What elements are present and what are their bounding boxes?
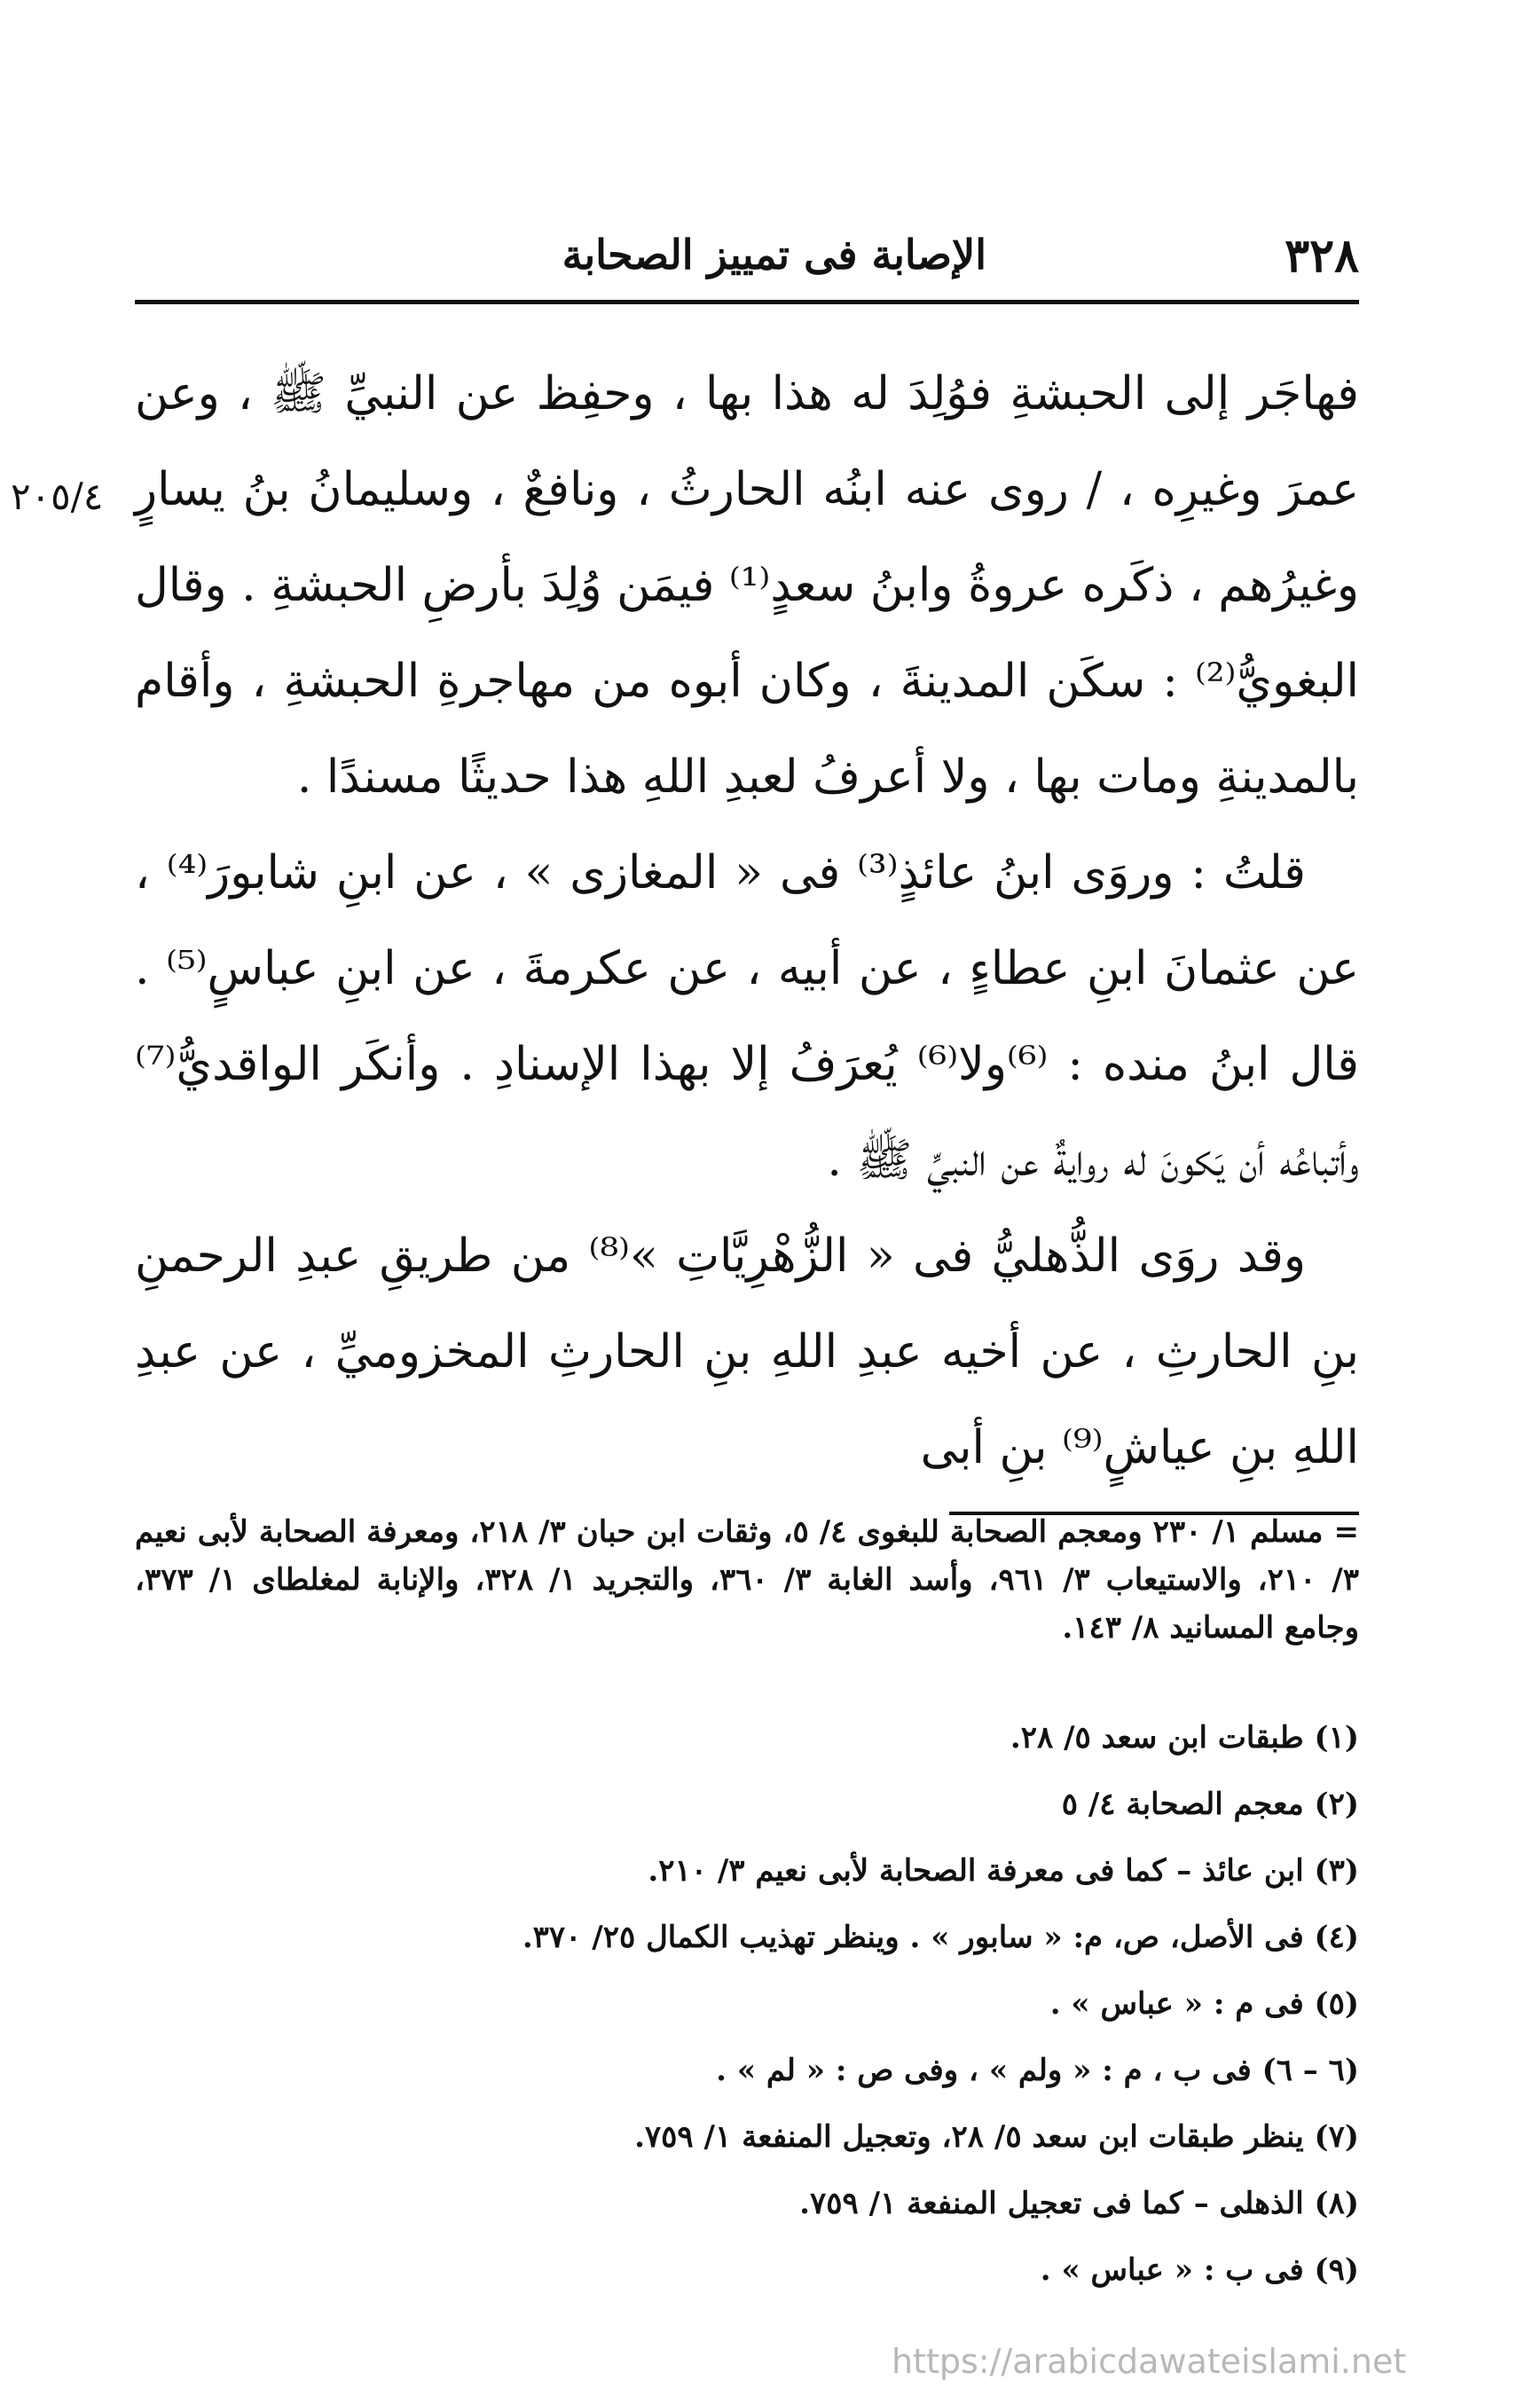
footnote: (٥) فى م : « عباس » .	[1049, 1986, 1359, 2022]
footnote: (٨) الذهلى – كما فى تعجيل المنفعة ١/ ٧٥٩.	[799, 2186, 1359, 2221]
header-rule	[135, 300, 1359, 304]
footnote: (١) طبقات ابن سعد ٥/ ٢٨.	[1010, 1720, 1359, 1756]
margin-volume-page-note: ٢٠٥/٤	[11, 475, 104, 518]
footnote: (٩) فى ب : « عباس » .	[1040, 2252, 1359, 2288]
paragraph: قلتُ : وروَى ابنُ عائذٍ⁽³⁾ فى « المغازى » ، عن ابنِ شابورَ⁽⁴⁾ ، عن عثمانَ ابنِ عطاءٍ ، عن أبيه ، عن عكرمةَ ، عن ابنِ عباسٍ⁽⁵⁾ . قال ابنُ منده : ⁽⁶⁾ولا⁽⁶⁾ يُعرَفُ إلا بهذا الإسنادِ . وأنكَر الواقديُّ⁽⁷⁾ وأتباعُه أن يَكونَ له روايةٌ عن النبيِّ ﷺ .	[135, 846, 1359, 1187]
footnote: (٧) ينظر طبقات ابن سعد ٥/ ٢٨، وتعجيل المنفعة ١/ ٧٥٩.	[634, 2119, 1359, 2155]
page-header	[135, 222, 1359, 284]
page-number: ٣٢٨	[1285, 229, 1359, 283]
running-title: الإصابة فى تمييز الصحابة	[562, 231, 986, 279]
footnote: (٢) معجم الصحابة ٤/ ٥	[1061, 1787, 1359, 1822]
main-text	[135, 346, 1359, 1496]
footnote: (٦ – ٦) فى ب ، م : « ولم » ، وفى ص : « لم » .	[716, 2053, 1359, 2088]
footnote-list	[135, 1705, 1359, 2304]
watermark-url: https://arabicdawateislami.net	[892, 2342, 1407, 2381]
paragraph: فهاجَر إلى الحبشةِ فوُلِدَ له هذا بها ، وحفِظ عن النبيِّ ﷺ ، وعن عمرَ وغيرِه ، / روى عنه ابنُه الحارثُ ، ونافعٌ ، وسليمانُ بنُ يسارٍ وغيرُهم ، ذكَره عروةُ وابنُ سعدٍ⁽¹⁾ فيمَن وُلِدَ بأرضِ الحبشةِ . وقال البغويُّ⁽²⁾ : سكَن المدينةَ ، وكان أبوه من مهاجرةِ الحبشةِ ، وأقام بالمدينةِ ومات بها ، ولا أعرفُ لعبدِ اللهِ هذا حديثًا مسندًا .	[135, 367, 1359, 804]
footnote-continuation: = مسلم ١/ ٢٣٠ ومعجم الصحابة للبغوى ٤/ ٥، وثقات ابن حبان ٣/ ٢١٨، ومعرفة الصحابة لأبى نعيم ٣/ ٢١٠، والاستيعاب ٣/ ٩٦١، وأسد الغابة ٣/ ٣٦٠، والتجريد ١/ ٣٢٨، والإنابة لمغلطاى ١/ ٣٧٣، وجامع المسانيد ٨/ ١٤٣.	[135, 1514, 1359, 1646]
footnote: (٣) ابن عائذ – كما فى معرفة الصحابة لأبى نعيم ٣/ ٢١٠.	[648, 1853, 1359, 1889]
footnote: (٤) فى الأصل، ص، م: « سابور » . وينظر تهذيب الكمال ٢٥/ ٣٧٠.	[522, 1920, 1359, 1955]
paragraph: وقد روَى الذُّهليُّ فى « الزُّهْرِيَّاتِ »⁽⁸⁾ من طريقِ عبدِ الرحمنِ بنِ الحارثِ ، عن أخيه عبدِ اللهِ بنِ الحارثِ المخزوميِّ ، عن عبدِ اللهِ بنِ عياشٍ⁽⁹⁾ بنِ أبى	[135, 1229, 1359, 1474]
